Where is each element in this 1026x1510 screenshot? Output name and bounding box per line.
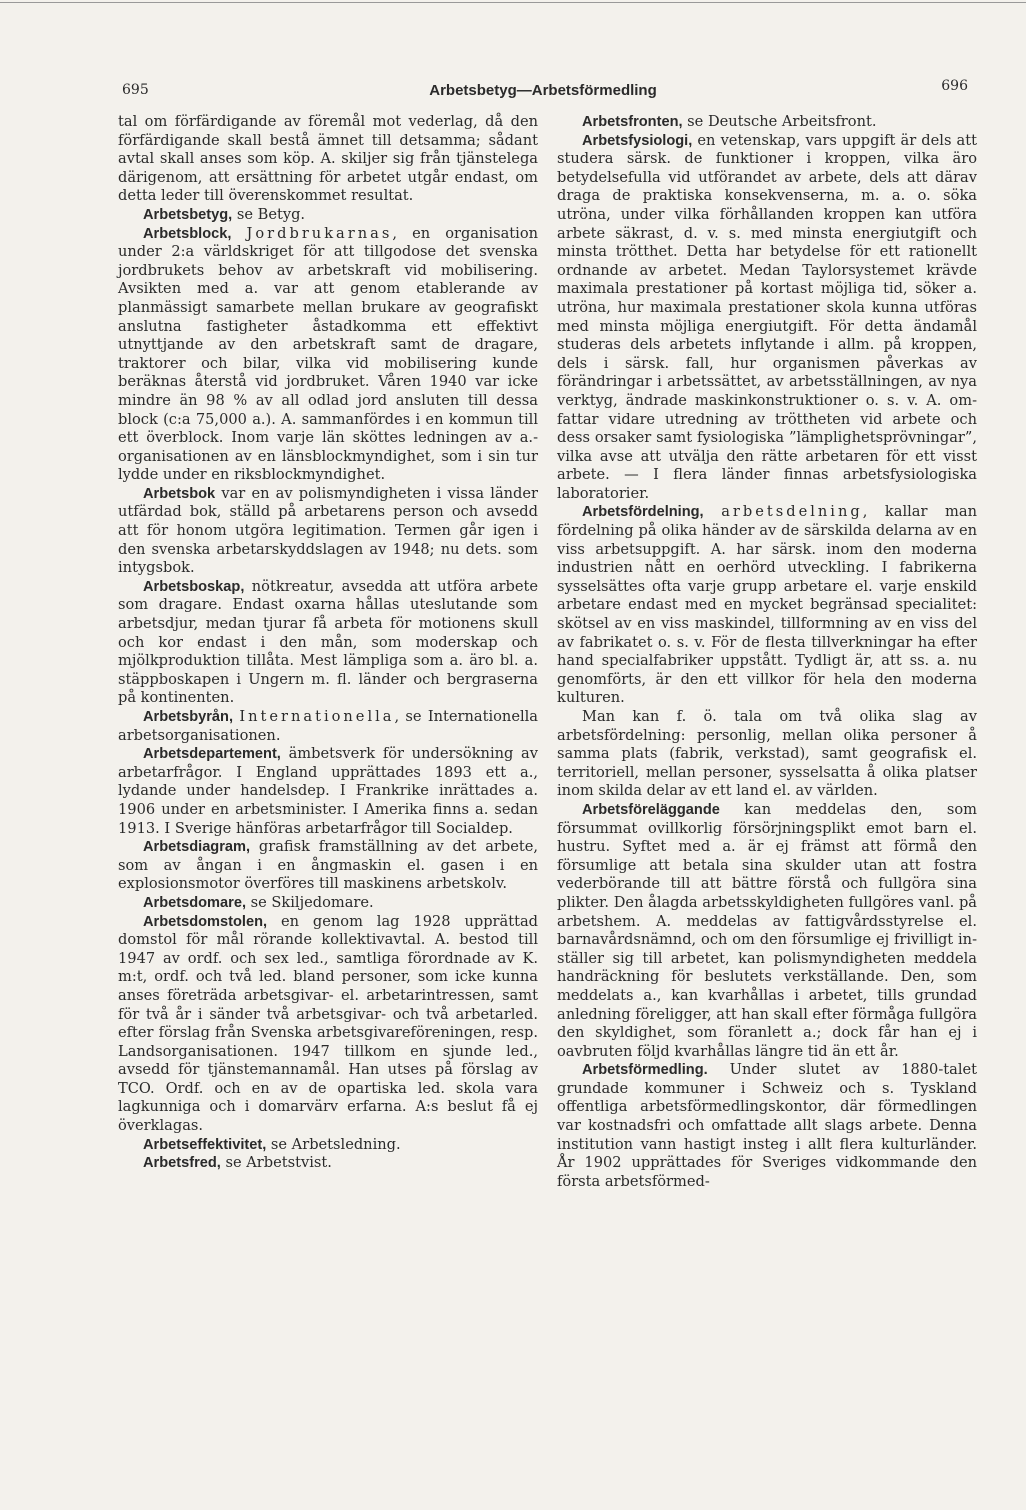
headword: Arbetsfred, [143,1155,221,1172]
entry-arbetsfronten: Arbetsfronten, se Deutsche Arbeitsfront. [582,113,877,130]
running-title: Arbetsbetyg—Arbetsförmedling [429,82,657,99]
headword: Arbetsdiagram, [143,839,251,856]
entry-arbetsdomare: Arbetsdomare, se Skiljedomare. [143,893,374,911]
top-edge-rule [0,2,1026,3]
headword: Arbetsförmedling. [582,1062,708,1079]
entry-arbetseffektivitet: Arbetseffektivitet, se Arbetsledning. [143,1135,401,1153]
headword: Arbetsfysiologi, [582,132,693,149]
entry-arbetsdomstolen: Arbetsdomstolen, en genom lag 1928 upprättad domstol för mål rörande kollektivavtal. A. bestod till 1947 av ordf. och sex led., samtliga förordnade av K. m:t, ordf. och två led. bland personer, som icke kunna anses företräda arbetsgivar- el. arbetarintressen, samt för två år i sänder två arbetsgivar- och två arbetarled. efter förslag från Svenska arbetsgivareföreningen, resp. Landsorganisationen. 1947 tillkom en sjunde led., avsedd för tjänstemannamål. Han utses på förslag av TCO. Ordf. och en av de opartiska led. skola vara lagkunniga och i domarvärv erfarna. A:s beslut få ej överklagas. [118,912,538,1135]
headword: Arbetsdomstolen, [143,913,268,930]
entry-arbetsbok: Arbetsbok var en av polismyndigheten i vissa länder utfärdad bok, ställd på arbetarens person och avsedd att för honom utgöra legitimation. Termen går igen i den svenska arbetarskyddslagen av 1948; nu dets. som intygsbok. [118,484,538,577]
headword: Arbetsbok [143,485,216,502]
headword: Arbetsdepartement, [143,746,281,763]
entry-arbetsdepartement: Arbetsdepartement, ämbetsverk för undersökning av arbetarfrågor. I England upprättades 1893 ett a., lydande under handelsdep. I Frankrike inrättades a. 1906 under en arbetsminister. I Amerika finns a. sedan 1913. I Sverige hänföras arbetarfrågor till Socialdep. [118,745,538,837]
right-column [557,113,977,1191]
entry-arbetsformedling: Arbetsförmedling. Under slutet av 1880-talet grundade kommuner i Schweiz och s. Tyskland offentliga arbetsförmedlingskontor, där förmedlingen var kostnadsfri och omfattade allt slags arbete. Denna institution vann hastigt insteg i allt flera kulturländer. År 1902 upprättades för Sveriges vidkommande den första arbetsförmed- [557,1061,977,1190]
cont-text: tal om förfärdigande av föremål mot vederlag, då den förfärdigande skall bestå ämnet till detsamma; sådant avtal skall anses som köp. A. skiljer sig från tjänstelega därigenom, att ersättning för arbetet utgår endast, om detta leder till överenskommet resultat. [118,113,538,205]
running-header [118,80,968,104]
entry-arbetsforelaggande: Arbetsföreläggande kan meddelas den, som försummat ovillkorlig försörjningsplikt emot barn el. hustru. Syftet med a. är ej främst att förmå den försumlige att betala sina skulder utan att fostra vederbörande till att bättre förstå och fullgöra sina plikter. Den ålagda arbetsskyldigheten fullgöres vanl. på arbetshem. A. meddelas av fattigvårdsstyrelse el. barnavårdsnämnd, och om den försumlige ej frivilligt inställer sig till arbetet, kan polismyndigheten meddela handräckning för beslutets verkställande. Den, som meddelats a., kan kvarhållas i arbetet, tills grundad anledning föreligger, att han skall efter förmåga fullgöra den skyldighet, som föranlett a.; dock får han ej i oavbruten följd kvarhållas längre tid än ett år. [557,800,977,1060]
headword: Arbetsbetyg, [143,206,233,223]
entry-arbetsfred: Arbetsfred, se Arbetstvist. [143,1154,332,1172]
headword: Arbetsboskap, [143,578,245,595]
entry-arbetsbyran: Arbetsbyrån, Internationella, se Internationella arbetsorganisationen. [118,708,538,744]
headword: Arbetsfronten, [582,114,683,130]
entry-arbetsfordelning-cont: Man kan f. ö. tala om två olika slag av arbetsfördelning: personlig, mellan olika personer å samma plats (fabrik, verkstad), samt geografisk el. territoriell, mellan personer, sysselsatta å olika platser inom skilda delar av ett land el. av världen. [557,708,977,800]
page-number-right: 696 [941,78,968,94]
entry-arbetsblock: Arbetsblock, Jordbrukarnas, en organisation under 2:a världskriget för att tillgodose det svenska jordbrukets behov av arbetskraft vid mobilisering. Avsikten med a. var att genom etablerande av planmässigt samarbete mellan brukare av geografiskt anslutna fastigheter åstadkomma ett effektivt utnyttjande av den arbetskraft samt de dragare, traktorer och bilar, vilka vid mobilisering kunde beräknas återstå vid jordbruket. Våren 1940 var icke mindre än 98 % av all odlad jord ansluten till dessa block (c:a 75,000 a.). A. sammanfördes i en kommun till ett överblock. Inom varje län sköttes ledningen av a.-organisationen av en länsblockmyndighet, som i sin tur lydde under en riksblockmyndighet. [118,224,539,484]
page-number-left: 695 [122,82,149,98]
spaced-subterm: arbetsdelning [721,503,863,521]
entry-arbetsfordelning: Arbetsfördelning, arbetsdelning, kallar man fördelning på olika händer av de särskilda delarna av en viss arbetsuppgift. A. har särsk. inom den moderna industrien nått en oerhörd utveckling. I fabrikerna sysselsättes ofta varje grupp arbetare el. varje enskild arbetare endast med en mycket begränsad specialitet: skötsel av en viss maskindel, tillformning av en viss del av fabrikatet o. s. v. För de flesta tillverkningar ha efter hand specialfabriker uppstått. Tydligt är, att ss. a. nu genomförts, är den ett villkor för hela den moderna kulturen. [557,503,977,707]
entry-arbetsbetyg: Arbetsbetyg, se Betyg. [143,205,306,223]
headword: Arbetsblock, [143,225,232,242]
headword: Arbetsdomare, [143,894,246,911]
left-column [118,113,538,1173]
headword: Arbetseffektivitet, [143,1136,267,1153]
spaced-subterm: Internationella [239,708,395,725]
headword: Arbetsföreläggande [582,801,720,818]
entry-arbetsdiagram: Arbetsdiagram, grafisk framställning av det arbete, som av ångan i en ångmaskin el. gasen i en explosionsmotor överföres till maskinens arbetskolv. [118,838,538,893]
headword: Arbetsbyrån, [143,709,234,725]
headword: Arbetsfördelning, [582,504,704,521]
spaced-subterm: Jordbrukarnas [246,224,393,242]
entry-arbetsfysiologi: Arbetsfysiologi, en vetenskap, vars uppgift är dels att studera särsk. de funktioner i kroppen, vilka äro betydelsefulla vid utförandet av arbete, dels att därav draga de praktiska konsekvenserna, m. a. o. söka utröna, under vilka förhållanden kroppen kan utföra arbete säkrast, d. v. s. med minsta energiutgift och minsta trötthet. Detta har betydelse för ett rationellt ordnande av arbetet. Medan Taylorsystemet krävde maximala prestationer på kortast möjliga tid, söker a. utröna, hur maximala prestationer skola kunna utföras med minsta möjliga energiutgift. För detta ändamål studeras dels arbetets inflytande i allm. på kroppen, dels i särsk. fall, hur organismen påverkas av förändringar i arbetssättet, av arbetsställningen, av nya verktyg, ändrade maskinkonstruktioner o. s. v. A. omfattar vidare utredning av tröttheten vid arbete och dess orsaker samt fysiologiska ”lämplighetsprövningar”, vilka avse att utvälja den rätte arbetaren för ett visst arbete. — I flera länder finnas arbetsfysiologiska laboratorier. [557,131,977,502]
entry-arbetsboskap: Arbetsboskap, nötkreatur, avsedda att utföra arbete som dragare. Endast oxarna hållas uteslutande som arbetsdjur, medan tjurar få arbeta för motionens skull och kor endast i den mån, som moderskap och mjölkproduktion tillåta. Mest lämpliga som a. äro bl. a. stäppboskapen i Ungern m. fl. länder och bergraserna på kontinenten. [118,577,538,707]
